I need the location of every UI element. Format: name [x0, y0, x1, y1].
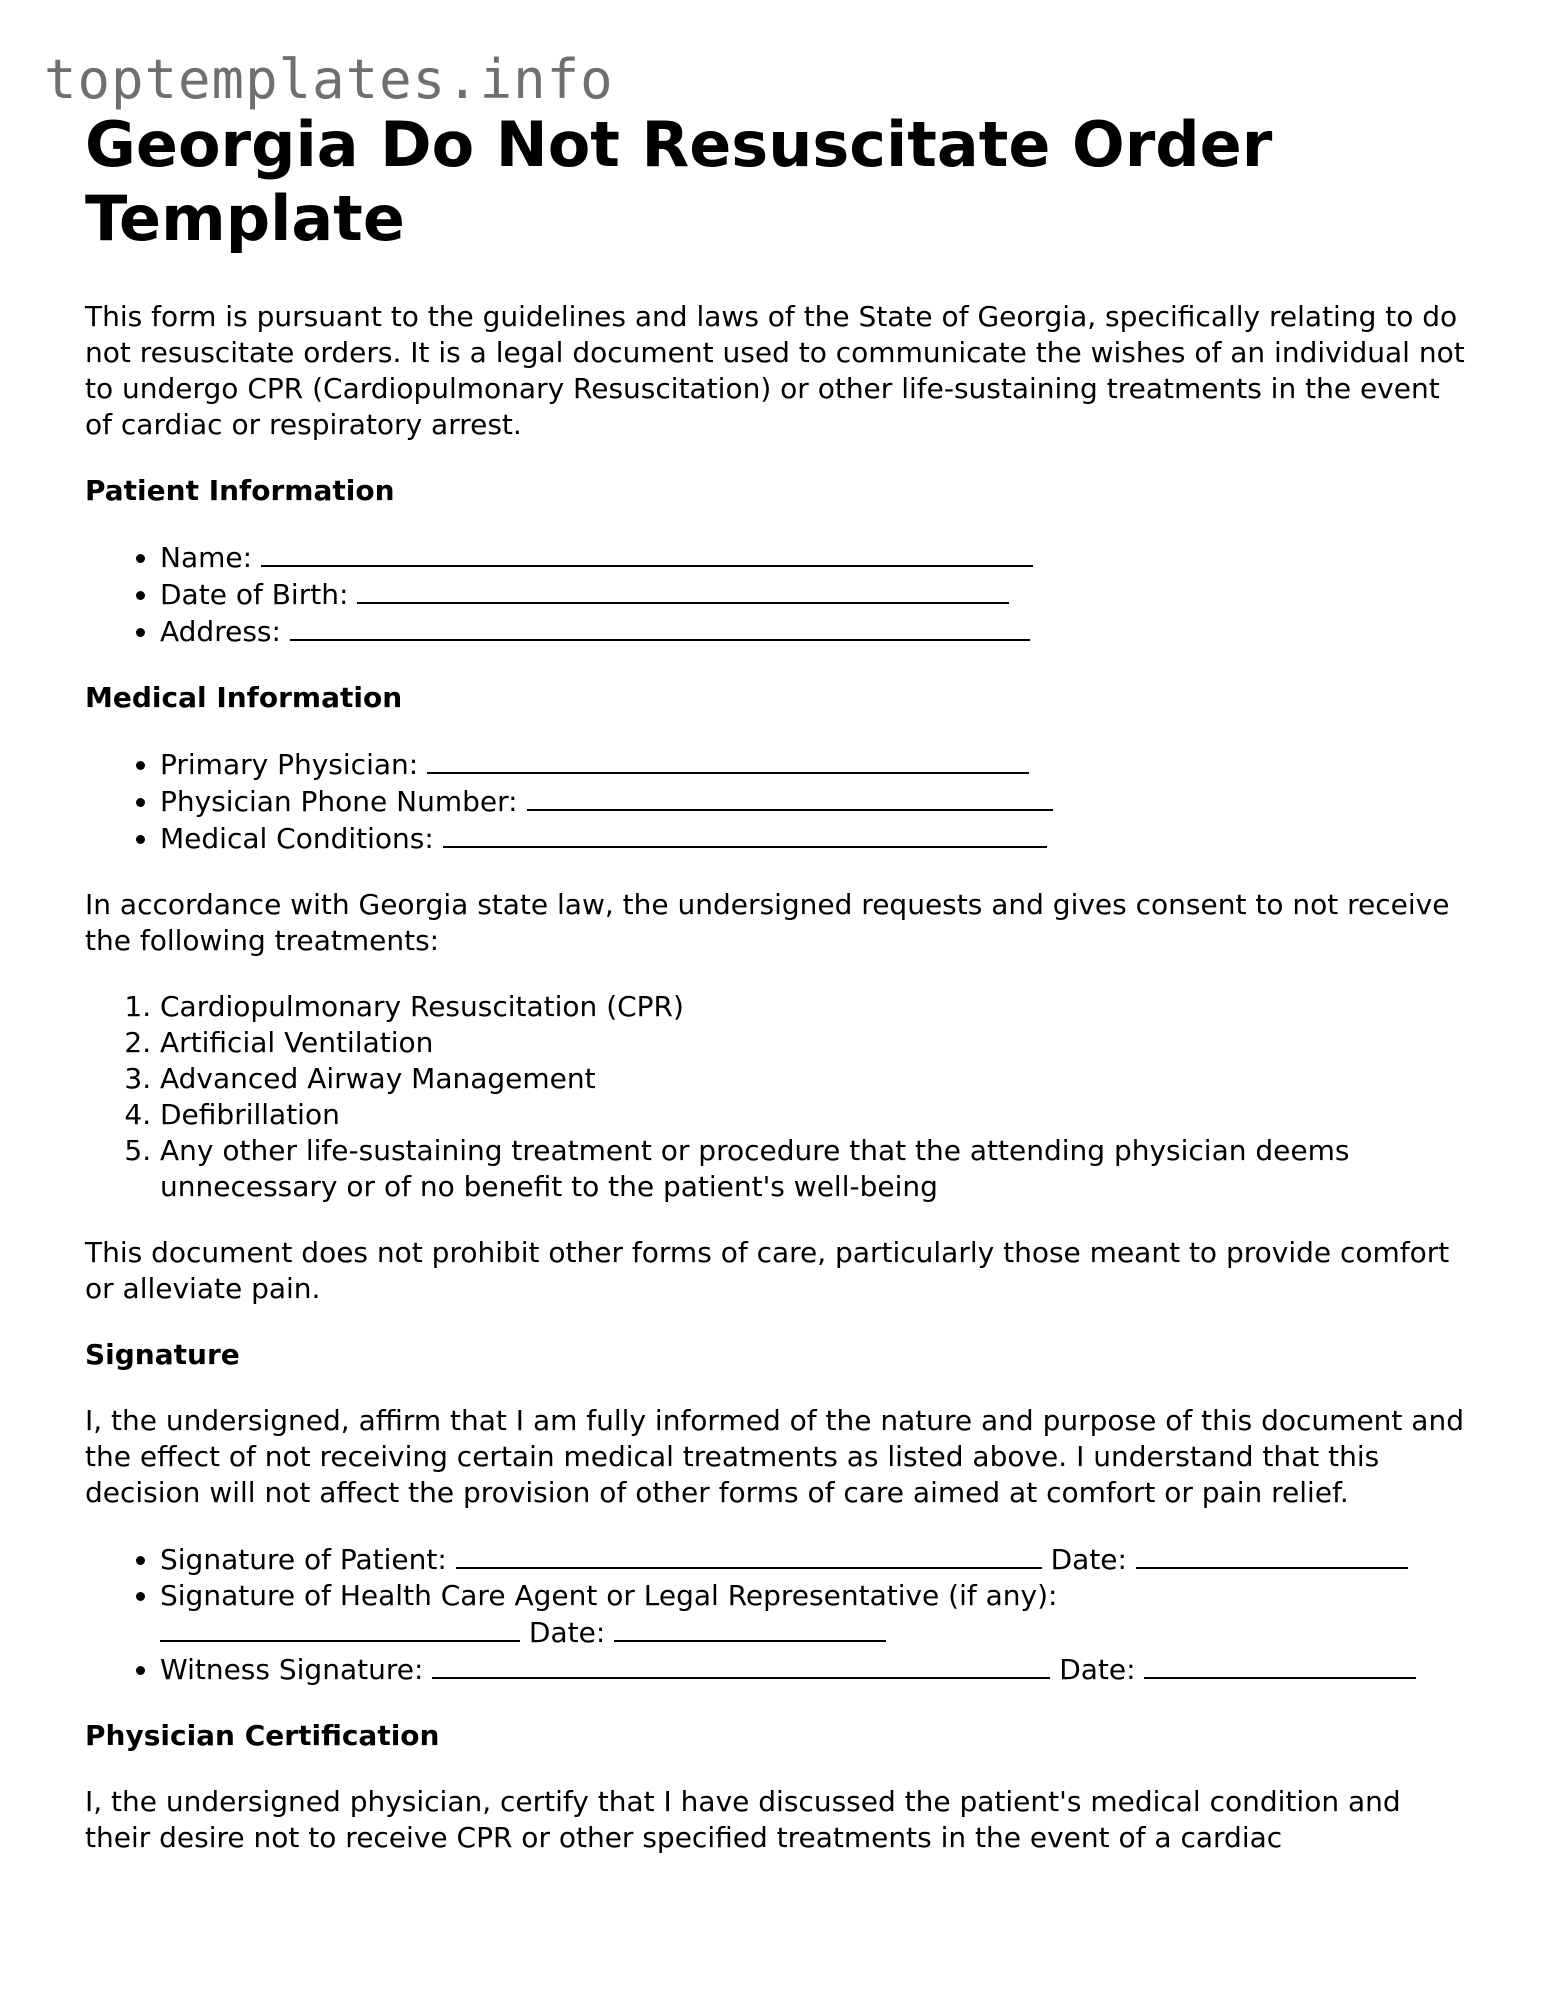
- agent-signature-field: [160, 1578, 1465, 1651]
- patient-signature-blank[interactable]: [456, 1541, 1042, 1569]
- document-title: Georgia Do Not Resuscitate Order Template: [85, 108, 1273, 255]
- treatment-item: 2. Artificial Ventilation: [160, 1025, 1465, 1061]
- witness-signature-field: [160, 1651, 1465, 1688]
- signature-heading: Signature: [85, 1338, 240, 1371]
- date-label: Date:: [528, 1616, 606, 1649]
- name-blank[interactable]: [261, 539, 1033, 567]
- treatment-item: 4. Defibrillation: [160, 1097, 1465, 1133]
- date-label: Date:: [1050, 1543, 1127, 1576]
- patient-name-field: [160, 539, 1465, 576]
- signature-list: [85, 1541, 1465, 1688]
- patient-date-blank[interactable]: [1136, 1541, 1408, 1569]
- field-label: Medical Conditions:: [160, 822, 434, 855]
- signature-paragraph: I, the undersigned, affirm that I am fully informed of the nature and purpose of this document and the effect of not receiving certain medical treatments as listed above. I understand that this decision will not affect the provision of other forms of care aimed at comfort or pain relief.: [85, 1404, 1464, 1509]
- primary-physician-field: [160, 746, 1465, 783]
- patient-info-heading: Patient Information: [85, 474, 395, 507]
- patient-address-field: [160, 613, 1465, 650]
- medical-conditions-blank[interactable]: [443, 820, 1047, 848]
- patient-info-list: [85, 539, 1465, 650]
- physician-certification-paragraph: I, the undersigned physician, certify that I have discussed the patient's medical condition and their desire not to receive CPR or other specified treatments in the event of a cardiac: [85, 1785, 1401, 1854]
- witness-signature-blank[interactable]: [432, 1651, 1050, 1679]
- witness-date-blank[interactable]: [1144, 1651, 1416, 1679]
- patient-dob-field: [160, 576, 1465, 613]
- agent-date-blank[interactable]: [614, 1614, 886, 1642]
- physician-phone-blank[interactable]: [527, 783, 1053, 811]
- address-blank[interactable]: [290, 613, 1030, 641]
- intro-paragraph: This form is pursuant to the guidelines and laws of the State of Georgia, specifically relating to do not resuscitate orders. It is a legal document used to communicate the wishes of an individual not to undergo CPR (Cardiopulmonary Resuscitation) or other life-sustaining treatments in the event of cardiac or respiratory arrest.: [85, 300, 1465, 441]
- date-label: Date:: [1059, 1653, 1136, 1686]
- physician-phone-field: [160, 783, 1465, 820]
- field-label: Primary Physician:: [160, 748, 419, 781]
- medical-info-list: [85, 746, 1465, 857]
- watermark: toptemplates.info: [44, 48, 614, 111]
- medical-info-heading: Medical Information: [85, 681, 403, 714]
- treatment-item: 5. Any other life-sustaining treatment or procedure that the attending physician deems unnecessary or of no benefit to the patient's well-being: [160, 1133, 1465, 1205]
- consent-paragraph: In accordance with Georgia state law, the undersigned requests and gives consent to not receive the following treatments:: [85, 888, 1450, 957]
- field-label: Witness Signature:: [160, 1653, 424, 1686]
- primary-physician-blank[interactable]: [427, 746, 1029, 774]
- field-label: Name:: [160, 541, 253, 574]
- field-label: Signature of Patient:: [160, 1543, 447, 1576]
- field-label: Address:: [160, 615, 281, 648]
- field-label: Date of Birth:: [160, 578, 349, 611]
- field-label: Physician Phone Number:: [160, 785, 518, 818]
- field-label: Signature of Health Care Agent or Legal Representative (if any):: [160, 1579, 1058, 1612]
- medical-conditions-field: [160, 820, 1465, 857]
- treatment-item: 1. Cardiopulmonary Resuscitation (CPR): [160, 989, 1465, 1025]
- agent-signature-blank[interactable]: [160, 1614, 520, 1642]
- patient-signature-field: [160, 1541, 1465, 1578]
- document-body: [85, 108, 1465, 1856]
- treatment-item: 3. Advanced Airway Management: [160, 1061, 1465, 1097]
- treatments-list: [85, 989, 1465, 1205]
- physician-certification-heading: Physician Certification: [85, 1719, 440, 1752]
- comfort-paragraph: This document does not prohibit other forms of care, particularly those meant to provide comfort or alleviate pain.: [85, 1236, 1450, 1305]
- dob-blank[interactable]: [357, 576, 1009, 604]
